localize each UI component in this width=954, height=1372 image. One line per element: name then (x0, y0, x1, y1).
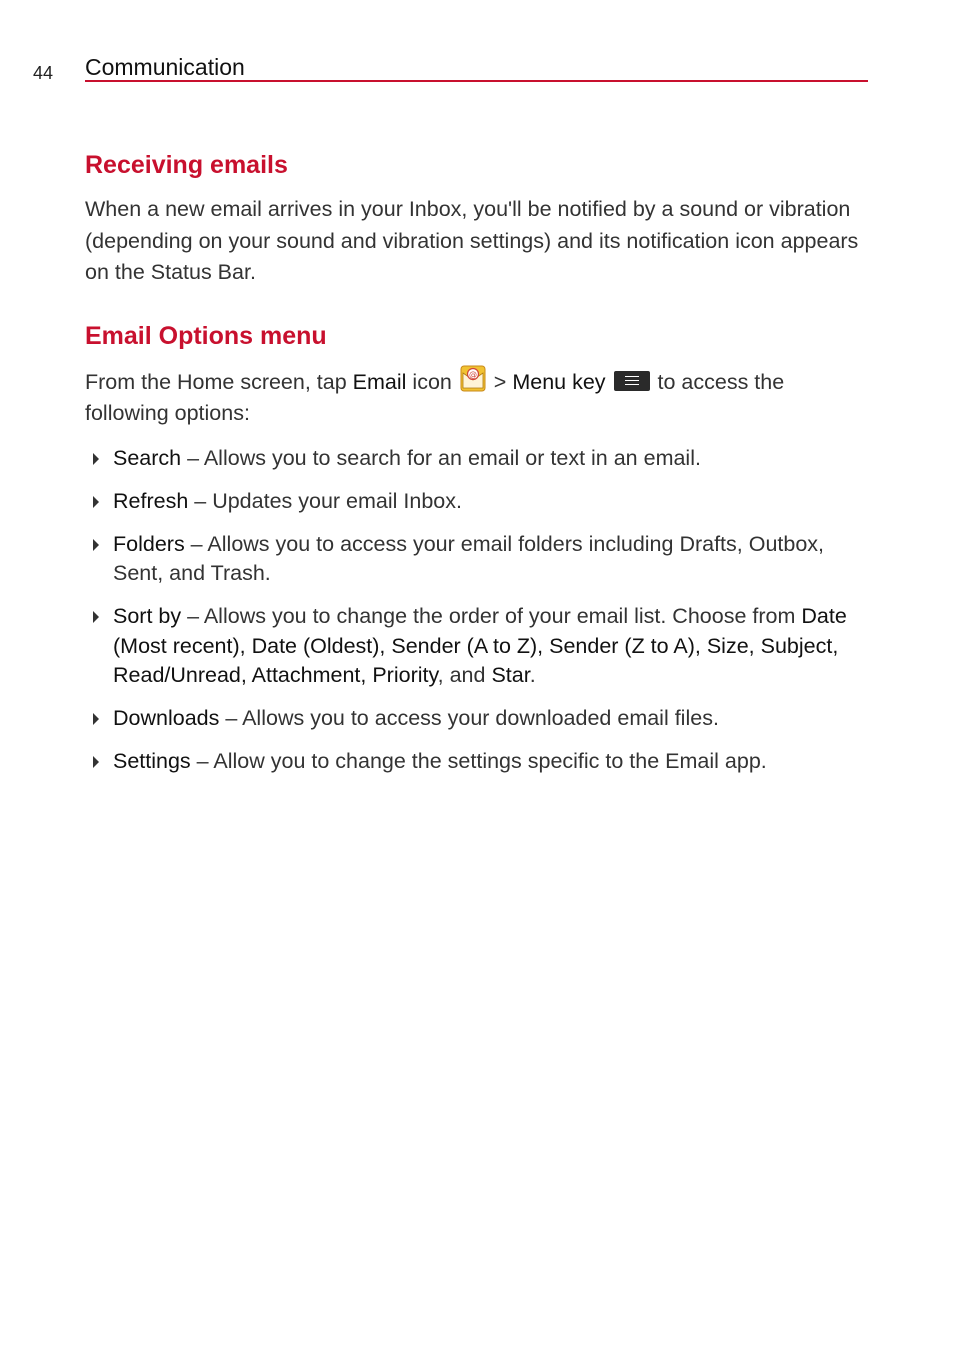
email-app-icon (460, 365, 486, 392)
header-rule (85, 80, 868, 82)
sentence-end: . (529, 663, 536, 687)
option-desc: – Allow you to change the settings specific to the Email app. (190, 749, 767, 773)
page-content (85, 148, 870, 790)
list-item-downloads (85, 704, 870, 734)
triangle-bullet-icon (93, 611, 99, 623)
sort-terms: Date (Most recent), Date (Oldest), Sender (A to Z), Sender (Z to A), Size, Subject, Read/Unread, Attachment, Priority (113, 604, 847, 687)
email-options-heading: Email Options menu (85, 321, 327, 350)
option-term: Search (113, 445, 182, 470)
option-term: Refresh (113, 488, 189, 513)
option-desc: – Allows you to access your email folders including Drafts, Outbox, Sent, and Trash. (113, 531, 825, 585)
option-desc: – Allows you to search for an email or text in an email. (181, 445, 701, 470)
email-term: Email (352, 369, 407, 394)
intro-text-1: From the Home screen, tap (85, 369, 353, 394)
section-header: Communication (85, 54, 245, 80)
option-desc: – Allows you to access your downloaded email files. (219, 706, 719, 730)
intro-text-2: icon (406, 369, 458, 394)
list-item-settings (85, 747, 870, 777)
intro-text-4: to access the following options: (85, 369, 785, 425)
intro-text-3: > (487, 369, 513, 394)
triangle-bullet-icon (93, 713, 99, 725)
triangle-bullet-icon (93, 756, 99, 768)
page-number: 44 (33, 63, 54, 83)
star-term: Star (491, 663, 530, 687)
menu-key-icon (614, 371, 650, 391)
options-list (85, 444, 870, 777)
svg-text:@: @ (468, 369, 477, 379)
option-term: Folders (113, 531, 185, 556)
triangle-bullet-icon (93, 496, 99, 508)
receiving-emails-body: When a new email arrives in your Inbox, you'll be notified by a sound or vibration (depending on your sound and vibration settings) and its notification icon appears on the Status Bar. (85, 197, 859, 284)
triangle-bullet-icon (93, 453, 99, 465)
option-term: Settings (113, 749, 191, 773)
email-options-intro (85, 365, 870, 430)
receiving-emails-heading: Receiving emails (85, 151, 288, 179)
list-item-refresh (85, 487, 870, 517)
list-item-search (85, 444, 870, 474)
option-desc: – Updates your email Inbox. (188, 488, 462, 513)
triangle-bullet-icon (93, 539, 99, 551)
option-desc: – Allows you to change the order of your email list. Choose from (181, 604, 802, 628)
list-item-folders (85, 530, 870, 589)
option-term: Downloads (113, 706, 220, 730)
list-item-sort-by (85, 602, 870, 691)
and-text: , and (437, 663, 492, 687)
menu-key-term: Menu key (512, 369, 606, 394)
option-term: Sort by (113, 604, 182, 628)
